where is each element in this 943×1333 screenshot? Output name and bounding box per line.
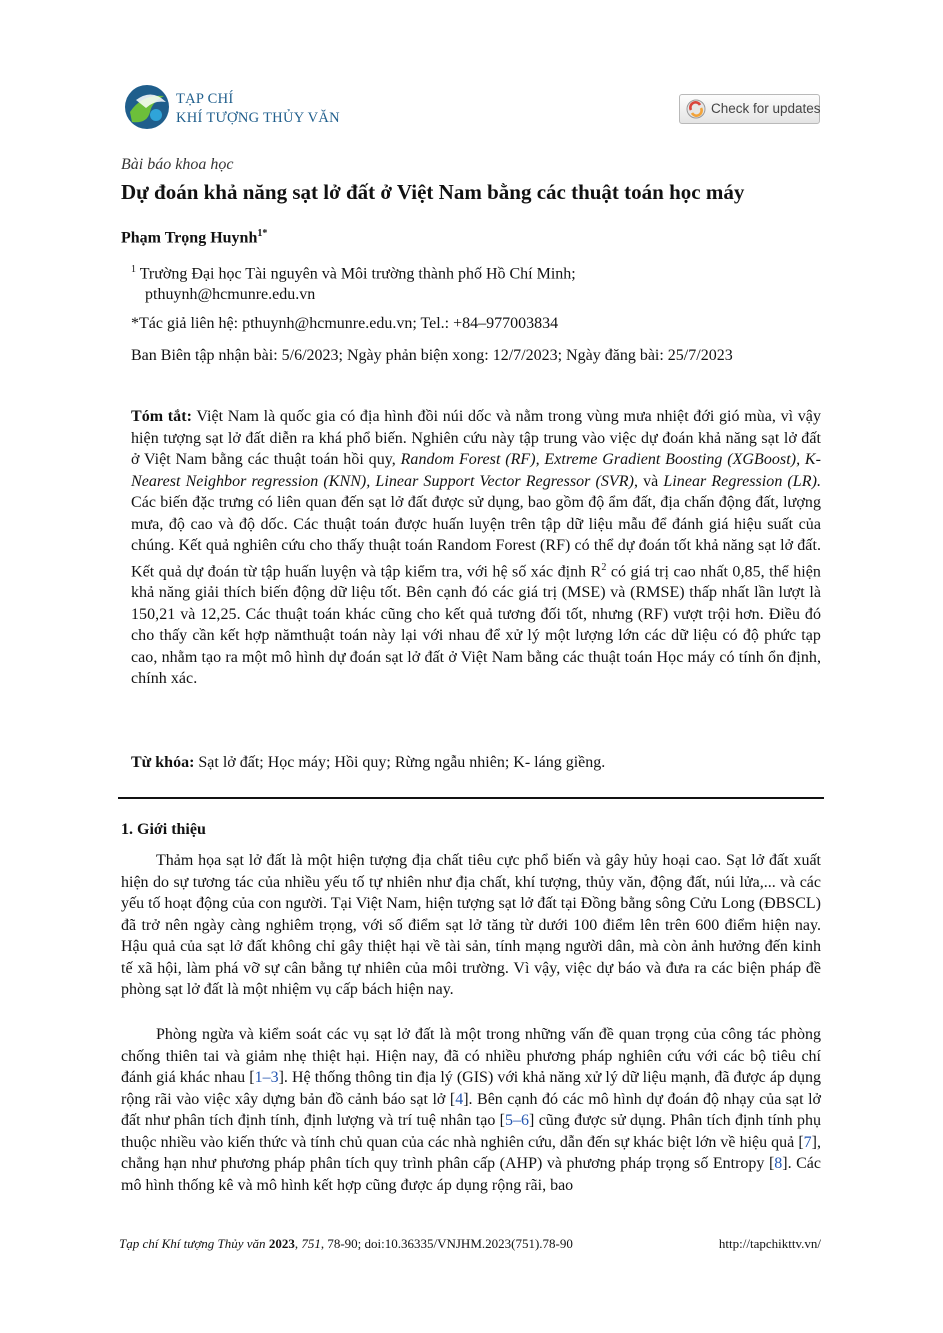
citation-link[interactable]: 7: [803, 1133, 812, 1151]
check-for-updates-button[interactable]: [679, 94, 820, 124]
author-mark: 1*: [257, 228, 268, 239]
para2-text-6: ]. Các mô hình thống kê và mô hình kết hợp cũng được áp dụng rộng rãi, bao: [121, 1155, 821, 1194]
citation-link[interactable]: 1–3: [254, 1069, 279, 1086]
footer-year: 2023: [268, 1236, 295, 1251]
intro-paragraph-1: [121, 850, 821, 1001]
abstract-superscript: 2: [601, 561, 607, 573]
citation-link[interactable]: 4: [455, 1090, 464, 1108]
affiliation-email[interactable]: pthuynh@hcmunre.edu.vn: [145, 286, 316, 304]
para2-text-5: ], chẳng hạn như phương pháp phân tích quy trình phân cấp (AHP) và phương pháp trọng số Entropy [: [121, 1133, 821, 1172]
section-divider: [118, 797, 824, 799]
abstract-and: , và: [633, 472, 659, 490]
intro-paragraph-2: [121, 1024, 821, 1196]
check-for-updates-label: Check for updates: [711, 101, 821, 116]
footer-volume: 751: [301, 1236, 321, 1251]
footer-url[interactable]: http://tapchikttv.vn/: [718, 1236, 821, 1251]
keywords-text: Sạt lở đất; Học máy; Hồi quy; Rừng ngẫu nhiên; K- láng giềng.: [198, 754, 606, 771]
para2-text-3: ]. Bên cạnh đó các mô hình dự đoán độ nhạy của sạt lở đất như phân tích định tính, định lượng và trí tuệ nhân tạo [: [121, 1090, 821, 1129]
abstract-part1: Việt Nam là quốc gia có địa hình đồi núi dốc và nằm trong vùng mưa nhiệt đới gió mùa, vì vậy hiện tượng sạt lở đất diễn ra khá phổ biến. Nghiên cứu này tập trung vào việc dự đoán khả năng sạt lở đất ở Việt Nam bằng các thuật toán hồi quy,: [131, 408, 821, 468]
abstract-part2: Các biến đặc trưng có liên quan đến sạt lở đất được sử dụng, bao gồm độ ẩm đất, địa chấn động đất, lượng mưa, độ cao và độ dốc. Các thuật toán được huấn luyện trên tập dữ liệu mẫu để đánh giá hiệu suất của chúng. Kết quả nghiên cứu cho thấy thuật toán Random Forest (RF) có thể dự đoán tốt khả năng sạt lở đất. Kết quả dự đoán từ tập huấn luyện và tập kiểm tra, với hệ số xác định R: [131, 494, 821, 580]
para2-text-1: Phòng ngừa và kiểm soát các vụ sạt lở đất là một trong những vấn đề quan trọng của công tác phòng chống thiên tai và giảm nhẹ thiệt hại. Hiện nay, đã có nhiều phương pháp nghiên cứu với các bộ tiêu chí đánh giá khác nhau [: [121, 1026, 821, 1086]
corresponding-author: *Tác giả liên hệ: pthuynh@hcmunre.edu.vn; Tel.: +84–977003834: [131, 315, 559, 332]
page-title: Dự đoán khả năng sạt lở đất ở Việt Nam bằng các thuật toán học máy: [121, 180, 745, 204]
abstract-label: Tóm tắt:: [131, 408, 192, 425]
paragraph-text: Thảm họa sạt lở đất là một hiện tượng địa chất tiêu cực phổ biến và gây hủy hoại cao. Sạt lở đất xuất hiện do sự tương tác của nhiều yếu tố tự nhiên như địa chất, khí tượng, thủy văn, động đất, núi lửa,... và các yếu tố hoạt động của con người. Tại Việt Nam, hiện tượng sạt lở đất tại Đồng bằng sông Cửu Long (ĐBSCL) đã trở nên ngày càng nghiêm trọng, với số điểm sạt lở tăng từ dưới 100 điểm lên trên 600 điểm hiện nay. Hậu quả của sạt lở đất không chỉ gây thiệt hại về tài sản, tính mạng người dân, mà còn ảnh hưởng đến kinh tế xã hội, làm phá vỡ sự cân bằng tự nhiên của môi trường. Vì vậy, việc dự báo và đưa ra các biện pháp đề phòng sạt lở đất là một nhiệm vụ cấp bách hiện nay.: [121, 852, 821, 998]
abstract: [131, 406, 821, 690]
para2-text-2: ]. Hệ thống thông tin địa lý (GIS) với khả năng xử lý dữ liệu mạnh, đã được áp dụng rộng rãi vào việc xây dựng bản đồ cảnh báo sạt lở [: [121, 1069, 822, 1108]
logo-line2: KHÍ TƯỢNG THỦY VĂN: [176, 110, 340, 126]
abstract-part3: có giá trị cao nhất 0,85, thể hiện khả năng giải thích biến động dữ liệu tốt. Bên cạnh đó các giá trị (MSE) và (RMSE) thấp nhất lần lượt là 150,21 và 12,25. Các thuật toán khác cũng cho kết quả tương đối tốt, nhưng (RF) vượt trội hơn. Điều đó cho thấy cần kết hợp nămthuật toán này lại với nhau để xử lý một lượng lớn các dữ liệu có độ phức tạp cao, nhằm tạo ra một mô hình dự đoán sạt lở đất ở Việt Nam bằng các thuật toán Học máy có tính ổn định, chính xác.: [131, 562, 821, 688]
logo-line1: TẠP CHÍ: [176, 91, 234, 107]
affiliation: [131, 259, 820, 305]
citation-link[interactable]: 8: [774, 1155, 783, 1172]
affiliation-text: Trường Đại học Tài nguyên và Môi trường thành phố Hồ Chí Minh;: [139, 265, 576, 283]
author: [121, 228, 267, 247]
footer-pages-doi: , 78-90; doi:10.36335/VNJHM.2023(751).78-90: [320, 1236, 573, 1251]
para2-text-4: ] cũng được sử dụng. Phân tích định tính phụ thuộc nhiều vào kiến thức và tính chủ quan của các nhà nghiên cứu, dẫn đến sự khác biệt lớn về hiệu quả [: [121, 1112, 822, 1151]
submission-dates: Ban Biên tập nhận bài: 5/6/2023; Ngày phản biện xong: 12/7/2023; Ngày đăng bài: 25/7/2023: [131, 347, 733, 364]
keywords: [131, 754, 821, 772]
citation-link[interactable]: 5–6: [505, 1112, 530, 1129]
page-footer: Tạp chí Khí tượng Thủy văn 2023, 751, 78-90; doi:10.36335/VNJHM.2023(751).78-90 http://tapchikttv.vn/: [119, 1236, 821, 1251]
keywords-label: Từ khóa:: [131, 754, 195, 771]
author-name: Phạm Trọng Huynh: [121, 229, 258, 247]
section-heading: 1. Giới thiệu: [121, 821, 206, 838]
journal-emblem-icon: [122, 82, 174, 132]
footer-journal: Tạp chí Khí tượng Thủy văn: [119, 1236, 266, 1251]
check-updates-icon: [686, 99, 706, 119]
abstract-algorithms: Random Forest (RF), Extreme Gradient Boosting (XGBoost), K-Nearest Neighbor regression (KNN), Linear Support Vector Regressor (SVR): [131, 451, 821, 490]
article-type: Bài báo khoa học: [121, 156, 234, 173]
affiliation-number: 1: [131, 264, 136, 275]
abstract-algorithm-lr: Linear Regression (LR).: [663, 472, 821, 490]
journal-logo: [122, 82, 362, 132]
